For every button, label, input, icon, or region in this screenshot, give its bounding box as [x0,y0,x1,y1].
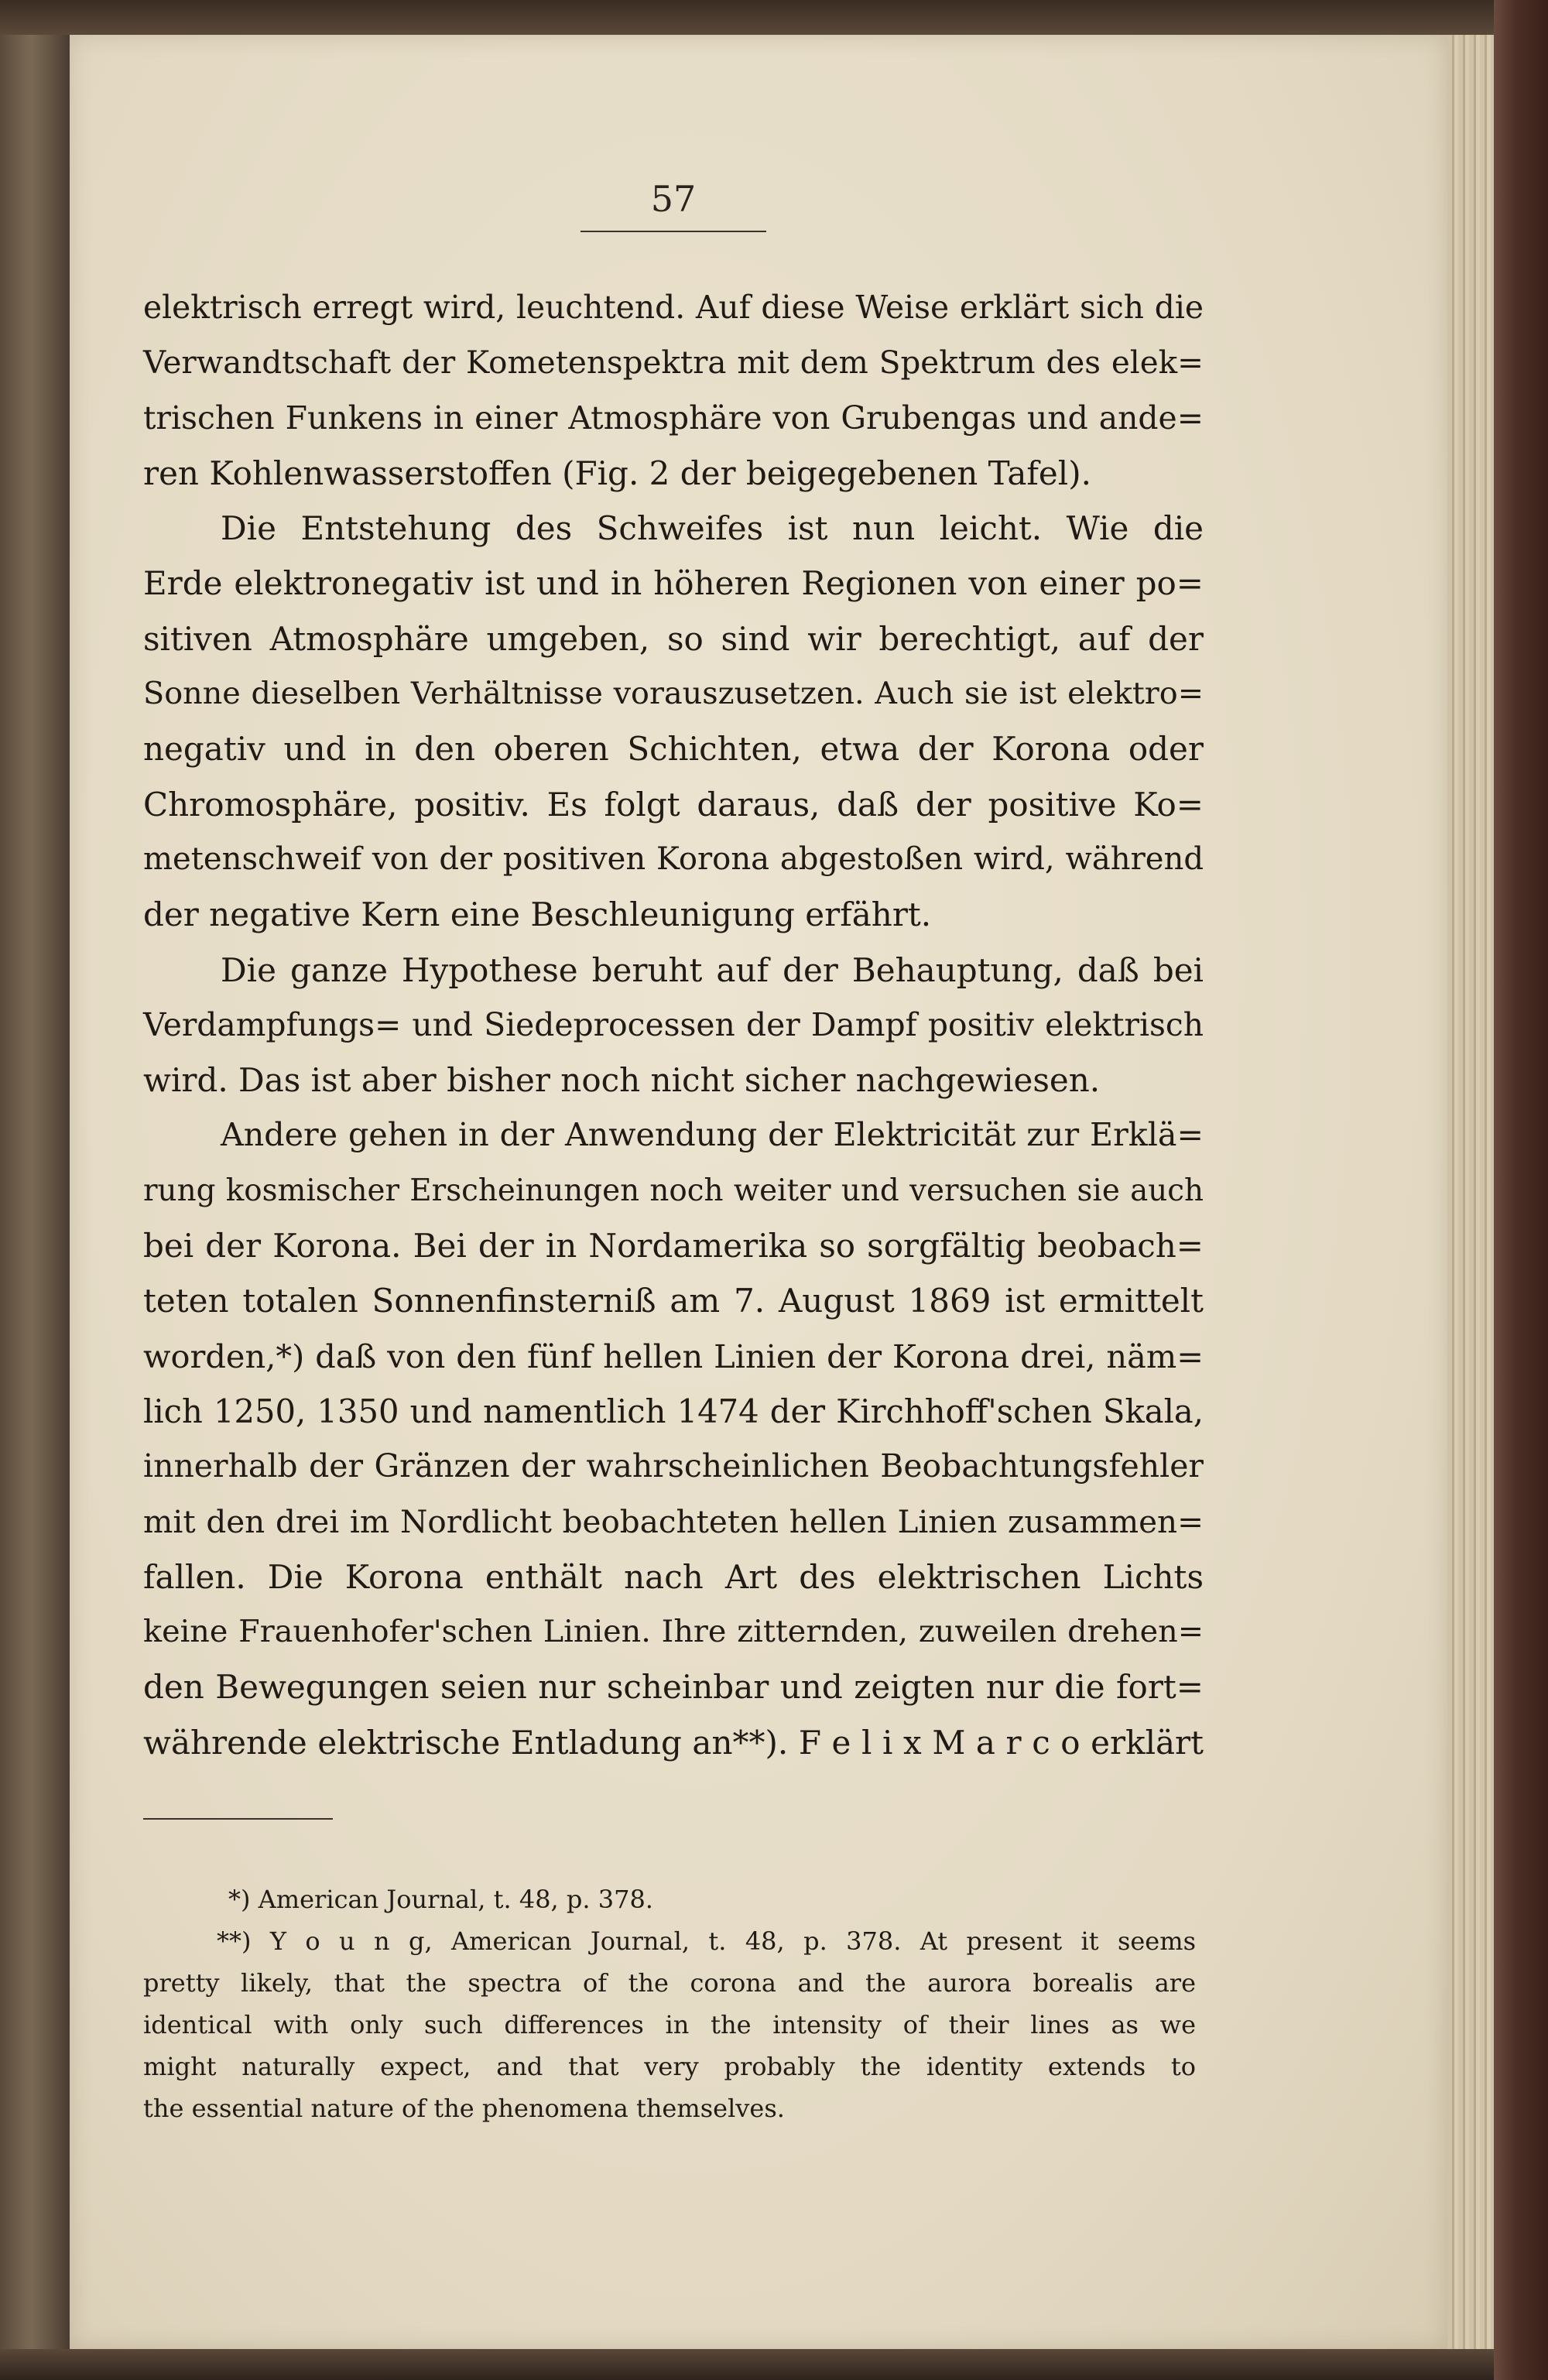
text-line: elektrisch erregt wird, leuchtend. Auf diese Weise erklärt sich die [143,289,1204,326]
text-line: bei der Korona. Bei der in Nordamerika so sorgfältig beobach= [143,1227,1204,1265]
page-edges [1447,35,1494,2349]
scan-top-border [0,0,1494,35]
text-line: Verdampfungs= und Siedeprocessen der Dampf positiv elektrisch [143,1005,1204,1043]
text-line: negativ und in den oberen Schichten, etwa der Korona oder [143,730,1204,769]
footnote-rule [143,1818,333,1820]
text-line: Die Entstehung des Schweifes ist nun leicht. Wie die [221,509,1204,548]
body-text [143,280,1204,1770]
footnote-line: the essential nature of the phenomena themselves. [143,2094,785,2123]
text-line: fallen. Die Korona enthält nach Art des elektrischen Lichts [143,1557,1204,1596]
text-line: metenschweif von der positiven Korona abgestoßen wird, während [143,841,1204,877]
footnote-line: *) American Journal, t. 48, p. 378. [228,1885,653,1914]
text-line: rung kosmischer Erscheinungen noch weiter und versuchen sie auch [143,1173,1204,1208]
text-line: den Bewegungen seien nur scheinbar und zeigten nur die fort= [143,1668,1204,1707]
footnote-line: might naturally expect, and that very probably the identity extends to [143,2052,1196,2081]
text-line: sitiven Atmosphäre umgeben, so sind wir berechtigt, auf der [143,619,1204,658]
text-line: teten totalen Sonnenfinsterniß am 7. August 1869 ist ermittelt [143,1282,1204,1320]
text-line: worden,*) daß von den fünf hellen Linien der Korona drei, näm= [143,1337,1204,1375]
page-number: 57 [650,178,697,220]
header-rule [580,231,766,232]
book-cover-edge [1494,0,1548,2380]
text-line: mit den drei im Nordlicht beobachteten hellen Linien zusammen= [143,1502,1204,1540]
text-line: währende elektrische Entladung an**). F e l i x M a r c o erklärt [143,1723,1204,1762]
text-line: der negative Kern eine Beschleunigung erfährt. [143,895,932,934]
text-line: innerhalb der Gränzen der wahrscheinlichen Beobachtungsfehler [143,1447,1204,1485]
footnote-line: **) Y o u n g, American Journal, t. 48, p. 378. At present it seems [217,1926,1196,1956]
scan-bottom-border [0,2349,1494,2380]
text-line: Chromosphäre, positiv. Es folgt daraus, daß der positive Ko= [143,785,1204,824]
text-line: keine Frauenhofer'schen Linien. Ihre zitternden, zuweilen drehen= [143,1614,1204,1650]
footnotes [143,1878,1196,2129]
text-line: ren Kohlenwasserstoffen (Fig. 2 der beigegebenen Tafel). [143,454,1091,492]
text-line: Verwandtschaft der Kometenspektra mit dem Spektrum des elek= [143,344,1204,382]
text-line: Erde elektronegativ ist und in höheren Regionen von einer po= [143,564,1204,603]
text-line: trischen Funkens in einer Atmosphäre von Grubengas und ande= [143,399,1204,437]
footnote-line: pretty likely, that the spectra of the corona and the aurora borealis are [143,1968,1196,1998]
text-line: lich 1250, 1350 und namentlich 1474 der Kirchhoff'schen Skala, [143,1392,1204,1430]
footnote-line: identical with only such differences in the intensity of their lines as we [143,2010,1196,2039]
text-line: wird. Das ist aber bisher noch nicht sicher nachgewiesen. [143,1061,1101,1100]
text-line: Sonne dieselben Verhältnisse vorauszusetzen. Auch sie ist elektro= [143,676,1204,712]
text-line: Andere gehen in der Anwendung der Elektricität zur Erklä= [221,1116,1204,1154]
text-line: Die ganze Hypothese beruht auf der Behauptung, daß bei [221,950,1204,989]
